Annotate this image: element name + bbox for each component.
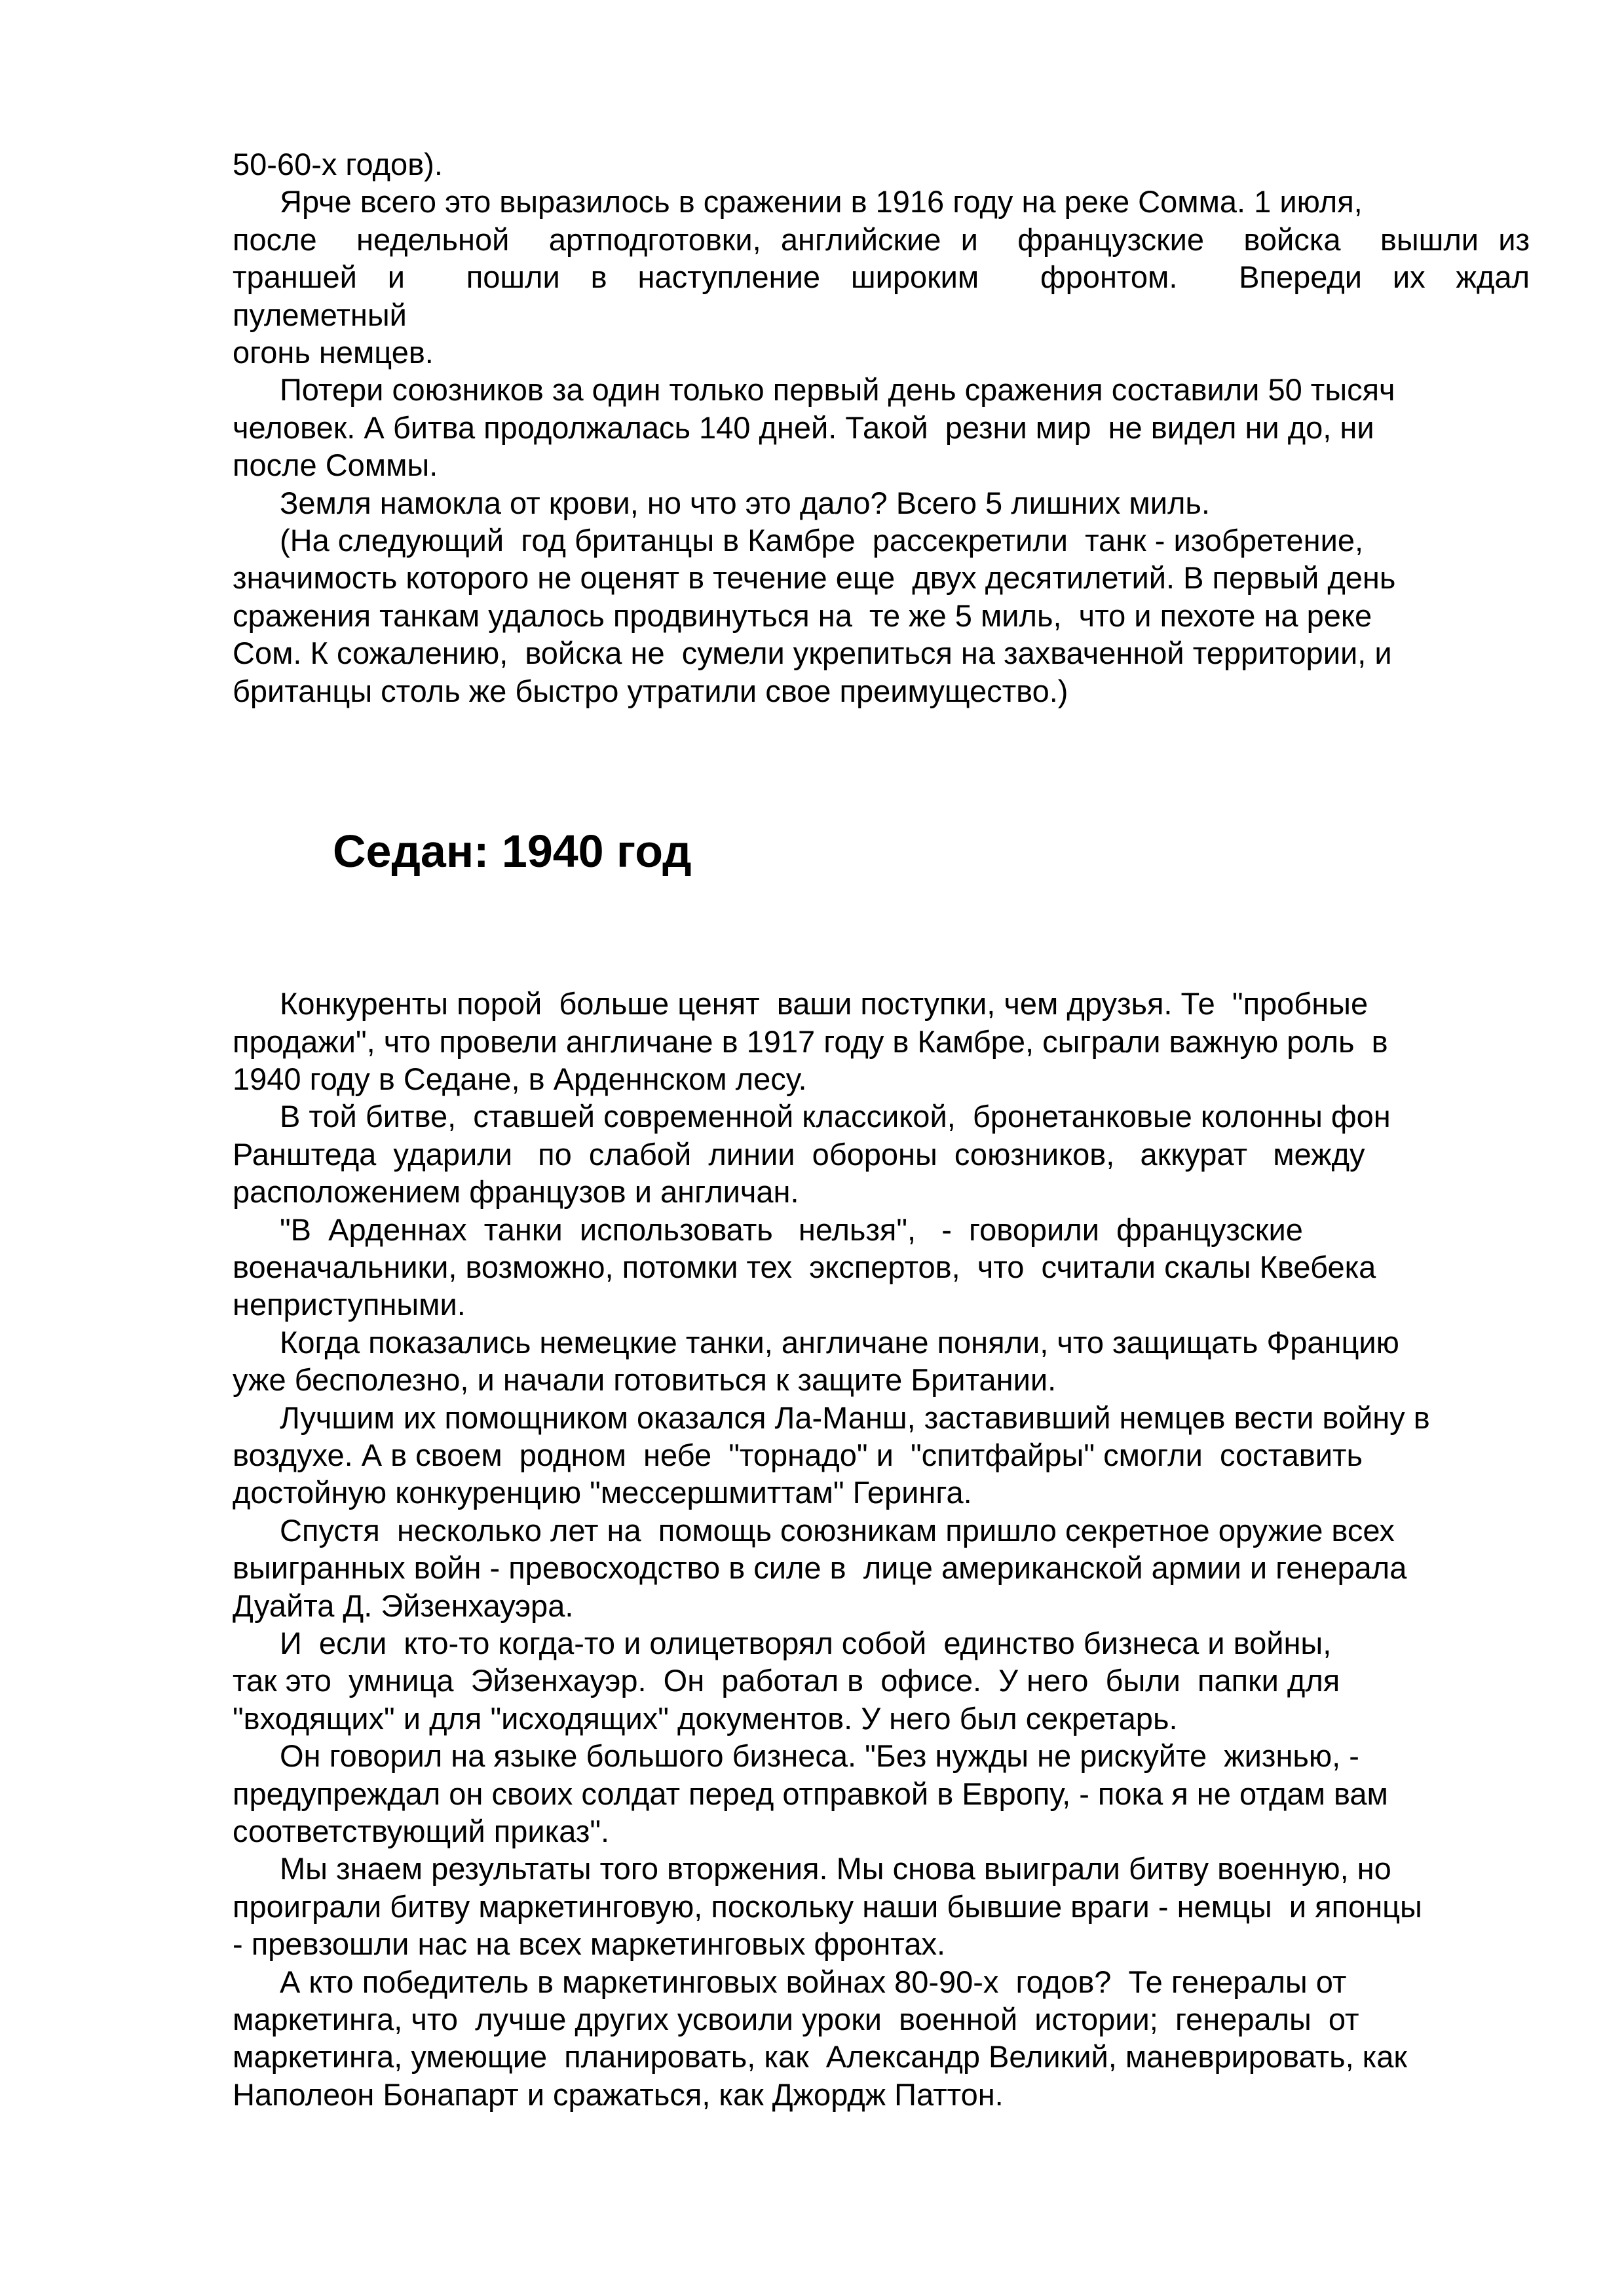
- text-line: уже бесполезно, и начали готовиться к защите Британии.: [233, 1362, 1057, 1398]
- text-line: воздухе. А в своем родном небе "торнадо" и "спитфайры" смогли составить: [233, 1437, 1363, 1472]
- text-line: после недельной артподготовки, английские и французские войска вышли из: [233, 221, 1530, 257]
- text-line: значимость которого не оценят в течение еще двух десятилетий. В первый день: [233, 560, 1396, 596]
- text-line: предупреждал он своих солдат перед отправкой в Европу, - пока я не отдам вам: [233, 1776, 1388, 1811]
- text-line: Ранштеда ударили по слабой линии обороны союзников, аккурат между: [233, 1136, 1365, 1172]
- text-line: маркетинга, что лучше других усвоили уроки военной истории; генералы от: [233, 2002, 1359, 2037]
- text-line: траншей и пошли в наступление широким фронтом. Впереди их ждал: [233, 259, 1530, 295]
- text-line: продажи", что провели англичане в 1917 году в Камбре, сыграли важную роль в: [233, 1024, 1388, 1059]
- paragraph-start: Земля намокла от крови, но что это дало? Всего 5 лишних миль.: [280, 485, 1210, 520]
- text-line: маркетинга, умеющие планировать, как Александр Великий, маневрировать, как: [233, 2039, 1407, 2075]
- text-line: проиграли битву маркетинговую, поскольку наши бывшие враги - немцы и японцы: [233, 1888, 1422, 1924]
- section-sedan: [233, 985, 1530, 2113]
- paragraph-start: "В Арденнах танки использовать нельзя", - говорили французские: [280, 1212, 1303, 1247]
- text-line: 50-60-х годов).: [233, 147, 443, 182]
- paragraph-start: А кто победитель в маркетинговых войнах 80-90-х годов? Те генералы от: [280, 1964, 1347, 1999]
- paragraph-start: Лучшим их помощником оказался Ла-Манш, заставивший немцев вести войну в: [280, 1400, 1430, 1435]
- paragraph-start: В той битве, ставшей современной классикой, бронетанковые колонны фон: [280, 1099, 1391, 1134]
- text-line: - превзошли нас на всех маркетинговых фронтах.: [233, 1926, 946, 1962]
- paragraph-start: Конкуренты порой больше ценят ваши поступки, чем друзья. Те "пробные: [280, 986, 1369, 1022]
- document-page: [233, 145, 1530, 2113]
- paragraph-start: Мы знаем результаты того вторжения. Мы снова выиграли битву военную, но: [280, 1851, 1391, 1886]
- text-line: расположением французов и англичан.: [233, 1174, 799, 1210]
- text-line: выигранных войн - превосходство в силе в лице американской армии и генерала: [233, 1550, 1407, 1586]
- paragraph-start: Когда показались немецкие танки, англичане поняли, что защищать Францию: [280, 1324, 1399, 1360]
- paragraph-start: И если кто-то когда-то и олицетворял собой единство бизнеса и войны,: [280, 1626, 1332, 1660]
- section-somme: [233, 145, 1530, 710]
- text-line: Дуайта Д. Эйзенхауэра.: [233, 1588, 574, 1623]
- text-line: Сом. К сожалению, войска не сумели укрепиться на захваченной территории, и: [233, 636, 1392, 671]
- text-line: 1940 году в Седане, в Арденнском лесу.: [233, 1061, 807, 1096]
- text-line: после Соммы.: [233, 448, 438, 483]
- paragraph-start: Спустя несколько лет на помощь союзникам пришло секретное оружие всех: [280, 1512, 1395, 1548]
- text-line: военачальники, возможно, потомки тех экспертов, что считали скалы Квебека: [233, 1249, 1376, 1284]
- text-line: сражения танкам удалось продвинуться на те же 5 миль, что и пехоте на реке: [233, 598, 1372, 633]
- paragraph-start: Он говорил на языке большого бизнеса. "Без нужды не рискуйте жизнью, -: [280, 1738, 1359, 1774]
- text-line: соответствующий приказ".: [233, 1814, 610, 1849]
- paragraph-start: Потери союзников за один только первый день сражения составили 50 тысяч: [280, 372, 1395, 408]
- text-line: британцы столь же быстро утратили свое преимущество.): [233, 673, 1068, 708]
- text-line: пулеметный: [233, 297, 407, 332]
- text-line: огонь немцев.: [233, 335, 434, 370]
- text-line: человек. А битва продолжалась 140 дней. Такой резни мир не видел ни до, ни: [233, 410, 1374, 445]
- text-line: "входящих" и для "исходящих" документов. У него был секретарь.: [233, 1700, 1178, 1736]
- text-line: неприступными.: [233, 1287, 466, 1322]
- section-heading: Седан: 1940 год: [333, 826, 692, 877]
- text-line: достойную конкуренцию "мессершмиттам" Геринга.: [233, 1475, 972, 1510]
- text-line: Наполеон Бонапарт и сражаться, как Джордж Паттон.: [233, 2076, 1004, 2112]
- paragraph-start: Ярче всего это выразилось в сражении в 1916 году на реке Сомма. 1 июля,: [280, 184, 1363, 220]
- paragraph-start: (На следующий год британцы в Камбре рассекретили танк - изобретение,: [280, 523, 1364, 558]
- text-line: так это умница Эйзенхауэр. Он работал в офисе. У него были папки для: [233, 1663, 1340, 1698]
